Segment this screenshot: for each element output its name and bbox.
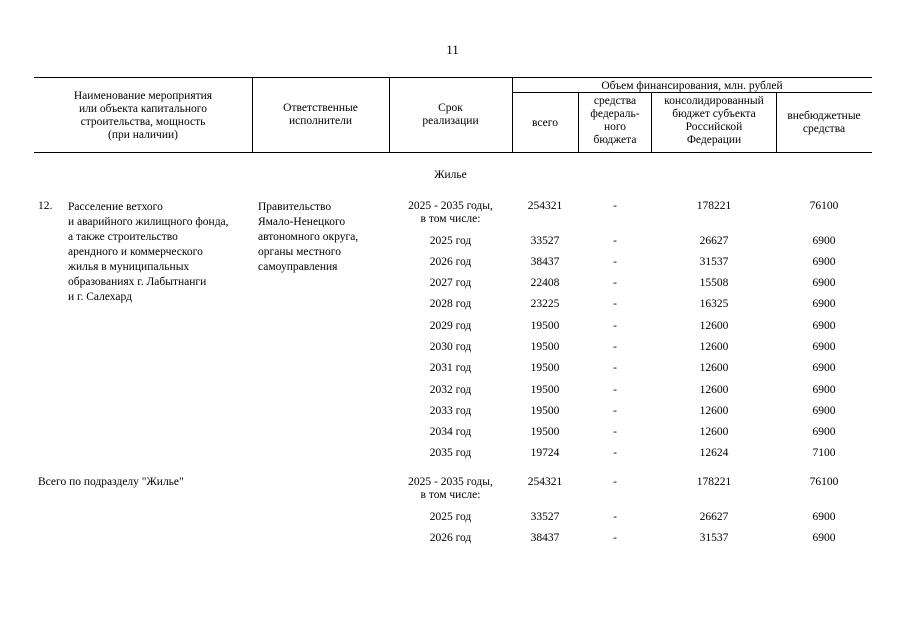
header-total: всего <box>532 117 558 129</box>
term-cell <box>391 200 510 226</box>
offbudget-cell: 76100 <box>809 200 839 212</box>
federal-cell: - <box>613 384 617 396</box>
item-name <box>68 200 229 305</box>
federal-cell: - <box>613 405 617 417</box>
regional-cell: 12600 <box>699 426 729 438</box>
term-cell: 2031 год <box>429 362 472 374</box>
col-divider <box>252 77 253 153</box>
item-name-line: и г. Салехард <box>68 291 132 303</box>
offbudget-cell: 76100 <box>809 476 839 488</box>
header-regional-line: бюджет субъекта <box>672 108 756 120</box>
term-cell: 2030 год <box>429 341 472 353</box>
header-offbudget <box>778 110 870 136</box>
federal-cell: - <box>613 298 617 310</box>
regional-cell: 12600 <box>699 362 729 374</box>
federal-cell: - <box>613 511 617 523</box>
offbudget-cell: 6900 <box>812 426 836 438</box>
header-offbudget-line: внебюджетные <box>787 110 861 122</box>
term-line: в том числе: <box>420 213 481 225</box>
item-executor-line: Правительство <box>258 201 332 213</box>
item-name-line: а также строительство <box>68 231 178 243</box>
header-regional-line: Российской <box>685 121 743 133</box>
header-federal-line: федераль- <box>590 108 640 120</box>
header-name-line: или объекта капитального <box>79 103 207 115</box>
header-federal-line: ного <box>603 121 627 133</box>
regional-cell: 12624 <box>699 447 729 459</box>
term-cell: 2026 год <box>429 256 472 268</box>
federal-cell: - <box>613 256 617 268</box>
federal-cell: - <box>613 426 617 438</box>
federal-cell: - <box>613 235 617 247</box>
term-cell <box>391 476 510 502</box>
header-regional-line: консолидированный <box>664 95 764 107</box>
item-name-line: и аварийного жилищного фонда, <box>68 216 229 228</box>
total-cell: 19500 <box>530 362 560 374</box>
total-cell: 19500 <box>530 341 560 353</box>
term-line: 2025 - 2035 годы, <box>408 200 493 212</box>
regional-cell: 31537 <box>699 256 729 268</box>
item-number: 12. <box>38 200 53 212</box>
offbudget-cell: 6900 <box>812 256 836 268</box>
federal-cell: - <box>613 277 617 289</box>
federal-cell: - <box>613 532 617 544</box>
total-cell: 19500 <box>530 426 560 438</box>
term-line: 2025 - 2035 годы, <box>408 476 493 488</box>
term-cell: 2029 год <box>429 320 472 332</box>
offbudget-cell: 6900 <box>812 320 836 332</box>
item-name-line: Расселение ветхого <box>68 201 163 213</box>
total-cell: 19724 <box>530 447 560 459</box>
term-cell: 2033 год <box>429 405 472 417</box>
total-cell: 38437 <box>530 256 560 268</box>
total-cell: 254321 <box>527 476 563 488</box>
total-cell: 23225 <box>530 298 560 310</box>
offbudget-cell: 7100 <box>812 447 836 459</box>
federal-cell: - <box>613 200 617 212</box>
page-number: 11 <box>446 42 459 57</box>
subtotal-label: Всего по подразделу "Жилье" <box>38 476 184 488</box>
col-divider <box>651 92 652 153</box>
regional-cell: 12600 <box>699 341 729 353</box>
regional-cell: 178221 <box>696 200 732 212</box>
offbudget-cell: 6900 <box>812 362 836 374</box>
header-term-line: реализации <box>422 115 479 127</box>
term-cell: 2032 год <box>429 384 472 396</box>
item-name-line: жилья в муниципальных <box>68 261 190 273</box>
header-funding: Объем финансирования, млн. рублей <box>601 80 783 92</box>
header-federal-line: средства <box>593 95 637 107</box>
header-name-line: строительства, мощность <box>80 116 206 128</box>
offbudget-cell: 6900 <box>812 298 836 310</box>
item-name-line: арендного и коммерческого <box>68 246 203 258</box>
item-executor-line: автономного округа, <box>258 231 359 243</box>
term-cell: 2026 год <box>429 532 472 544</box>
term-cell: 2028 год <box>429 298 472 310</box>
regional-cell: 26627 <box>699 511 729 523</box>
header-exec-line: исполнители <box>288 115 353 127</box>
term-cell: 2034 год <box>429 426 472 438</box>
offbudget-cell: 6900 <box>812 384 836 396</box>
offbudget-cell: 6900 <box>812 511 836 523</box>
section-title: Жилье <box>434 169 467 181</box>
term-cell: 2025 год <box>429 511 472 523</box>
header-regional <box>653 95 775 147</box>
regional-cell: 31537 <box>699 532 729 544</box>
term-line: в том числе: <box>420 489 481 501</box>
col-divider <box>512 77 513 153</box>
header-name-line: (при наличии) <box>108 129 178 141</box>
total-cell: 19500 <box>530 405 560 417</box>
federal-cell: - <box>613 362 617 374</box>
total-cell: 254321 <box>527 200 563 212</box>
header-name-column <box>36 90 250 142</box>
table-top-rule <box>34 77 872 78</box>
regional-cell: 12600 <box>699 320 729 332</box>
item-name-line: образованиях г. Лабытнанги <box>68 276 207 288</box>
offbudget-cell: 6900 <box>812 405 836 417</box>
offbudget-cell: 6900 <box>812 532 836 544</box>
header-term-line: Срок <box>438 102 463 114</box>
regional-cell: 26627 <box>699 235 729 247</box>
total-cell: 33527 <box>530 235 560 247</box>
total-cell: 33527 <box>530 511 560 523</box>
term-cell: 2027 год <box>429 277 472 289</box>
header-exec-line: Ответственные <box>283 102 358 114</box>
regional-cell: 15508 <box>699 277 729 289</box>
total-cell: 19500 <box>530 384 560 396</box>
col-divider <box>578 92 579 153</box>
regional-cell: 12600 <box>699 405 729 417</box>
offbudget-cell: 6900 <box>812 277 836 289</box>
regional-cell: 178221 <box>696 476 732 488</box>
term-cell: 2035 год <box>429 447 472 459</box>
total-cell: 22408 <box>530 277 560 289</box>
col-divider <box>389 77 390 153</box>
federal-cell: - <box>613 320 617 332</box>
total-cell: 19500 <box>530 320 560 332</box>
item-executor-line: Ямало-Ненецкого <box>258 216 346 228</box>
offbudget-cell: 6900 <box>812 235 836 247</box>
federal-cell: - <box>613 447 617 459</box>
header-name-line: Наименование мероприятия <box>73 90 213 102</box>
header-term-column <box>391 102 510 128</box>
header-bottom-rule <box>34 152 872 153</box>
federal-cell: - <box>613 341 617 353</box>
item-executor-line: самоуправления <box>258 261 338 273</box>
term-cell: 2025 год <box>429 235 472 247</box>
item-executors <box>258 200 358 275</box>
regional-cell: 12600 <box>699 384 729 396</box>
header-federal <box>580 95 650 147</box>
header-offbudget-line: средства <box>802 123 846 135</box>
col-divider <box>776 92 777 153</box>
header-regional-line: Федерации <box>686 134 742 146</box>
federal-cell: - <box>613 476 617 488</box>
header-executors-column <box>254 102 387 128</box>
item-executor-line: органы местного <box>258 246 341 258</box>
regional-cell: 16325 <box>699 298 729 310</box>
header-federal-line: бюджета <box>593 134 637 146</box>
total-cell: 38437 <box>530 532 560 544</box>
offbudget-cell: 6900 <box>812 341 836 353</box>
